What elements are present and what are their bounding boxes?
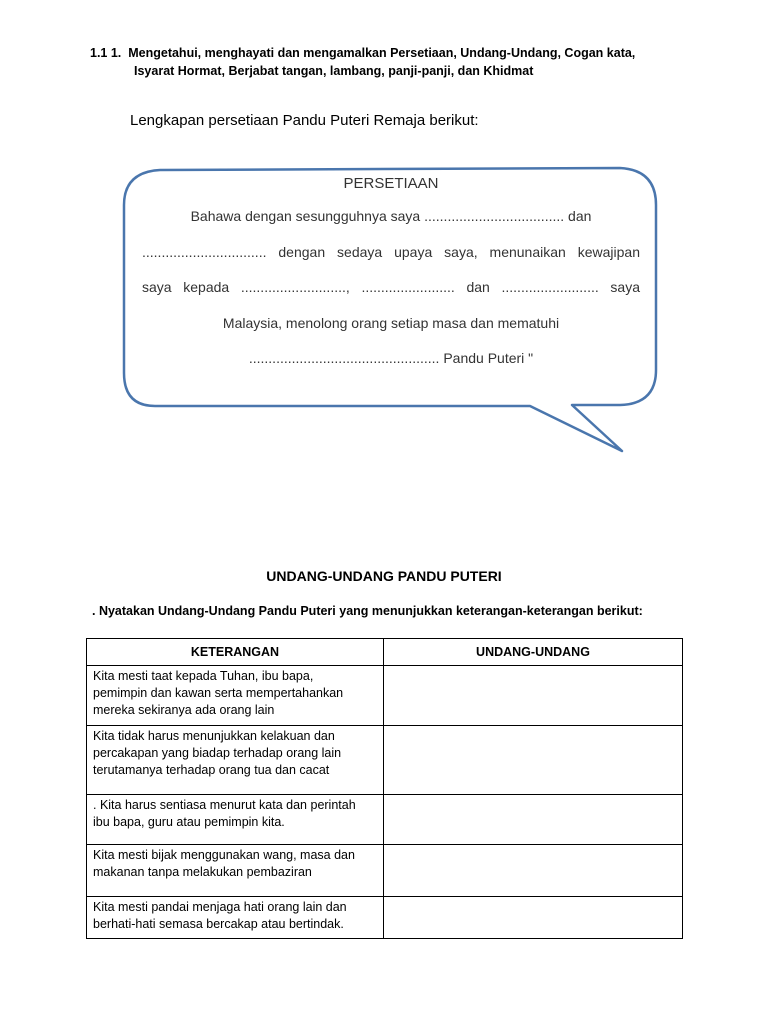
table-row [87, 795, 683, 845]
instruction-text: . Nyatakan Undang-Undang Pandu Puteri yang menunjukkan keterangan-keterangan berikut: [92, 604, 643, 618]
description-line: . Kita harus sentiasa menurut kata dan perintah [93, 798, 356, 812]
header-text-1: Mengetahui, menghayati dan mengamalkan Persetiaan, Undang-Undang, Cogan kata, [128, 46, 636, 60]
answer-cell[interactable] [384, 726, 683, 795]
description-cell [87, 845, 384, 897]
description-line: Kita mesti pandai menjaga hati orang lain dan [93, 900, 347, 914]
description-line: percakapan yang biadap terhadap orang lain [93, 746, 342, 760]
description-cell [87, 666, 384, 726]
pledge-box [130, 170, 652, 384]
description-line: makanan tanpa melakukan pembaziran [93, 865, 312, 879]
description-line: pemimpin dan kawan serta mempertahankan [93, 686, 344, 700]
pledge-line-5: ................................................. Pandu Puteri " [248, 350, 534, 366]
description-line: ibu bapa, guru atau pemimpin kita. [93, 815, 285, 829]
laws-section-title: UNDANG-UNDANG PANDU PUTERI [266, 568, 502, 584]
answer-cell[interactable] [384, 897, 683, 939]
table-header-row [87, 639, 683, 666]
description-line: terutamanya terhadap orang tua dan cacat [93, 763, 330, 777]
description-line: Kita tidak harus menunjukkan kelakuan dan [93, 729, 335, 743]
description-cell [87, 897, 384, 939]
description-cell [87, 726, 384, 795]
description-line: Kita mesti bijak menggunakan wang, masa dan [93, 848, 355, 862]
laws-table [86, 638, 683, 939]
pledge-line-4: Malaysia, menolong orang setiap masa dan mematuhi [222, 314, 560, 331]
description-line: berhati-hati semasa bercakap atau bertindak. [93, 917, 344, 931]
table-row [87, 897, 683, 939]
description-cell [87, 795, 384, 845]
table-row [87, 666, 683, 726]
pledge-line-2: ................................ dengan sedaya upaya saya, menunaikan kewajipan [142, 243, 640, 260]
answer-cell[interactable] [384, 666, 683, 726]
pledge-title: PERSETIAAN [343, 175, 439, 192]
section-number: 1.1 1. [90, 46, 122, 60]
column-header-keterangan: KETERANGAN [87, 639, 384, 666]
pledge-line-3: saya kepada ..........................., ........................ dan ......................... saya [142, 279, 640, 295]
pledge-line-1: Bahawa dengan sesungguhnya saya .................................... dan [190, 208, 592, 224]
answer-cell[interactable] [384, 845, 683, 897]
column-header-undang-undang: UNDANG-UNDANG [384, 639, 683, 666]
header-line-2: Isyarat Hormat, Berjabat tangan, lambang, panji-panji, dan Khidmat [134, 64, 534, 78]
intro-text: Lengkapan persetiaan Pandu Puteri Remaja berikut: [130, 112, 479, 129]
table-row [87, 726, 683, 795]
description-line: Kita mesti taat kepada Tuhan, ibu bapa, [93, 669, 314, 683]
description-line: mereka sekiranya ada orang lain [93, 703, 275, 717]
answer-cell[interactable] [384, 795, 683, 845]
table-row [87, 845, 683, 897]
